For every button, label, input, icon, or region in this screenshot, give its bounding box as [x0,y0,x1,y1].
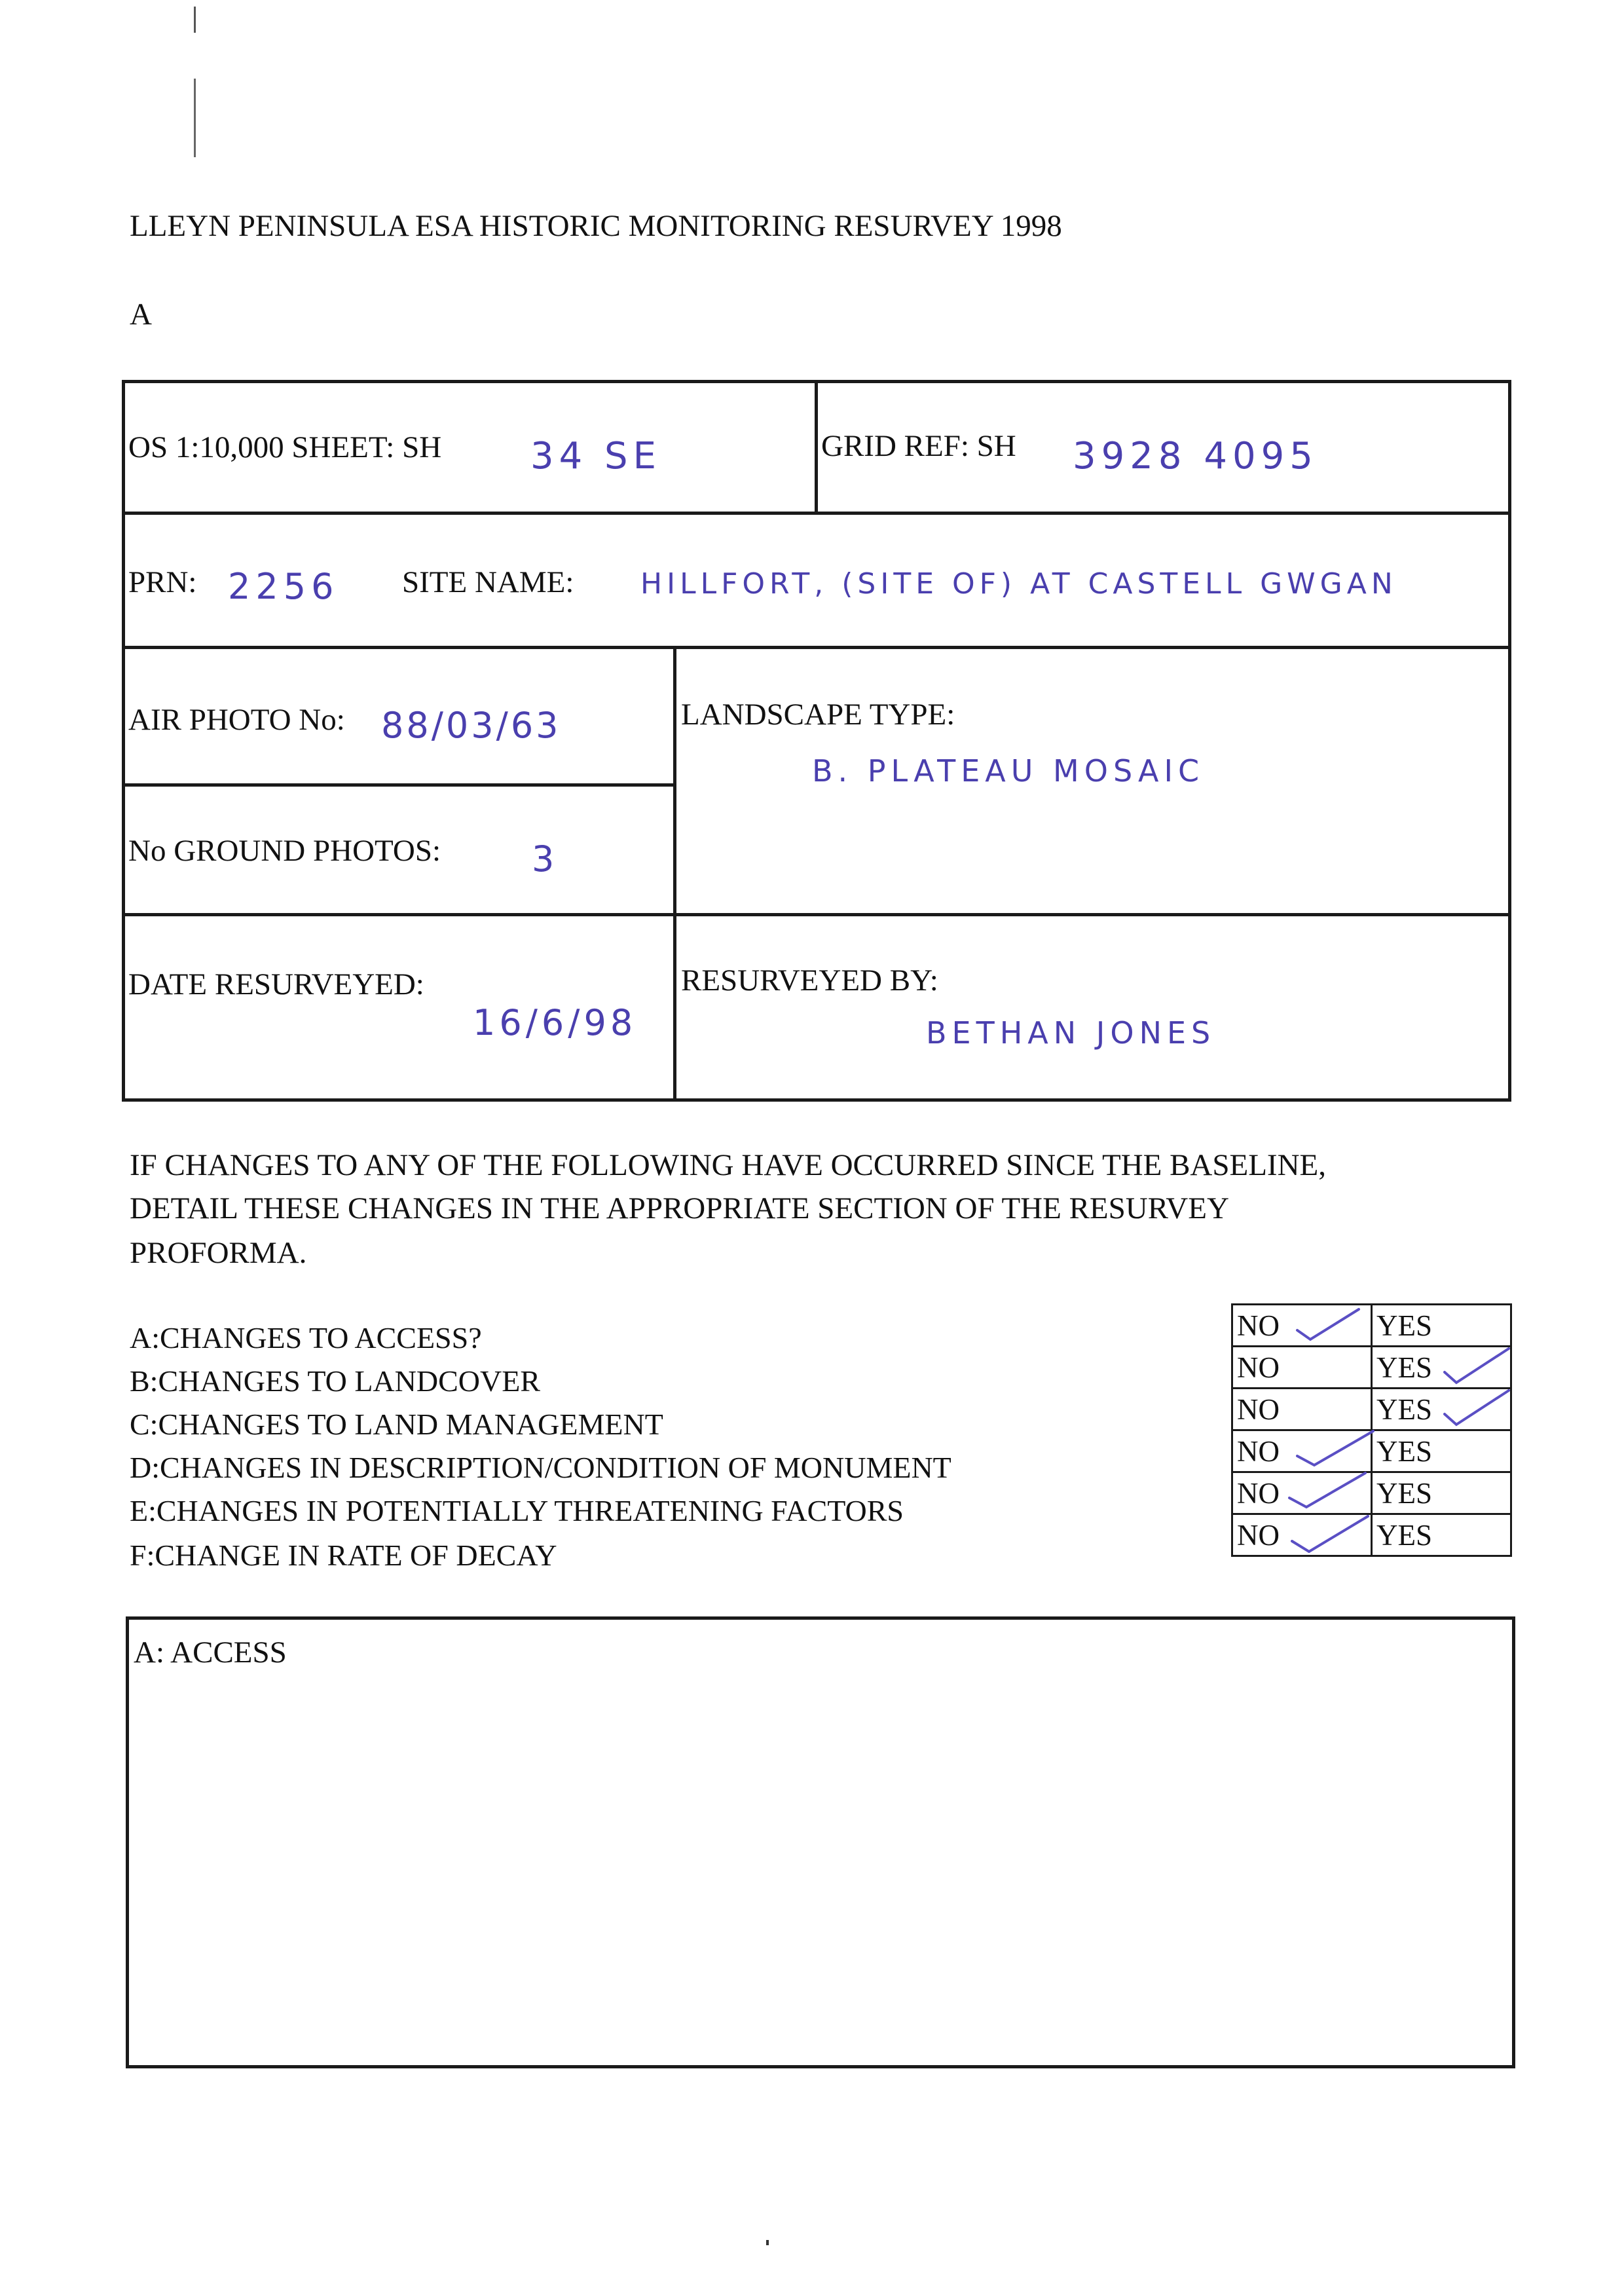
yes-checkbox-d[interactable] [1372,1430,1511,1472]
check-mark-icon [1284,1470,1369,1510]
check-mark-icon [1287,1514,1372,1553]
scan-mark [194,7,196,33]
page-title: LLEYN PENINSULA ESA HISTORIC MONITORING RESURVEY 1998 [130,209,1062,243]
no-label: NO [1237,1392,1280,1426]
change-question-d: D:CHANGES IN DESCRIPTION/CONDITION OF MONUMENT [130,1451,951,1484]
change-question-e: E:CHANGES IN POTENTIALLY THREATENING FACTORS [130,1494,904,1527]
resurveyed-by-label: RESURVEYED BY: [681,963,938,998]
check-mark-icon [1441,1345,1513,1387]
yes-label: YES [1376,1351,1433,1384]
date-resurveyed-value: 16/6/98 [473,1002,637,1043]
ground-photos-value: 3 [532,838,560,880]
ground-photos-label: No GROUND PHOTOS: [128,834,441,868]
prn-label: PRN: [128,565,197,599]
landscape-type-value: B. PLATEAU MOSAIC [812,753,1205,789]
os-sheet-label: OS 1:10,000 SHEET: SH [128,430,442,464]
divider [122,913,1511,916]
no-label: NO [1237,1518,1280,1552]
no-checkbox-e[interactable] [1232,1472,1372,1514]
no-checkbox-a[interactable] [1232,1305,1372,1347]
yes-label: YES [1376,1476,1433,1510]
yes-checkbox-a[interactable] [1372,1305,1511,1347]
yes-checkbox-f[interactable] [1372,1514,1511,1556]
changes-table [1231,1303,1512,1557]
check-mark-icon [1441,1387,1513,1428]
check-mark-icon [1292,1428,1377,1468]
instructions-line-3: PROFORMA. [130,1236,307,1270]
instructions-line-2: DETAIL THESE CHANGES IN THE APPROPRIATE SECTION OF THE RESURVEY [130,1191,1229,1225]
air-photo-value: 88/03/63 [381,705,561,746]
yes-label: YES [1376,1434,1433,1468]
yes-label: YES [1376,1309,1433,1342]
table-row [1232,1389,1511,1430]
air-photo-label: AIR PHOTO No: [128,703,345,737]
table-row [1232,1347,1511,1389]
access-section[interactable] [126,1616,1515,2068]
date-resurveyed-label: DATE RESURVEYED: [128,967,424,1001]
check-mark-icon [1292,1304,1364,1343]
no-checkbox-d[interactable] [1232,1430,1372,1472]
no-label: NO [1237,1309,1280,1342]
yes-label: YES [1376,1518,1433,1552]
table-row [1232,1472,1511,1514]
table-row [1232,1305,1511,1347]
instructions-line-1: IF CHANGES TO ANY OF THE FOLLOWING HAVE OCCURRED SINCE THE BASELINE, [130,1148,1326,1182]
divider [673,646,676,1102]
site-name-value: HILLFORT, (SITE OF) AT CASTELL GWGAN [640,567,1397,601]
yes-checkbox-e[interactable] [1372,1472,1511,1514]
change-question-f: F:CHANGE IN RATE OF DECAY [130,1539,557,1572]
no-checkbox-f[interactable] [1232,1514,1372,1556]
divider [815,380,818,515]
table-row [1232,1430,1511,1472]
resurveyed-by-value: BETHAN JONES [926,1015,1216,1051]
change-question-a: A:CHANGES TO ACCESS? [130,1321,482,1354]
scan-mark [766,2240,769,2245]
divider [122,646,1511,649]
yes-checkbox-b[interactable] [1372,1347,1511,1389]
os-sheet-value: 34 SE [530,435,661,477]
no-label: NO [1237,1351,1280,1384]
section-letter: A [130,297,152,331]
yes-checkbox-c[interactable] [1372,1389,1511,1430]
scan-mark [194,79,196,157]
prn-value: 2256 [228,566,339,607]
site-name-label: SITE NAME: [402,565,574,599]
yes-label: YES [1376,1392,1433,1426]
table-row [1232,1514,1511,1556]
landscape-type-label: LANDSCAPE TYPE: [681,698,955,732]
grid-ref-label: GRID REF: SH [821,429,1016,463]
divider [122,783,676,787]
change-question-b: B:CHANGES TO LANDCOVER [130,1364,541,1398]
no-label: NO [1237,1476,1280,1510]
no-checkbox-b[interactable] [1232,1347,1372,1389]
no-checkbox-c[interactable] [1232,1389,1372,1430]
grid-ref-value: 3928 4095 [1073,435,1318,477]
change-question-c: C:CHANGES TO LAND MANAGEMENT [130,1408,663,1441]
access-section-label: A: ACCESS [134,1635,287,1670]
no-label: NO [1237,1434,1280,1468]
